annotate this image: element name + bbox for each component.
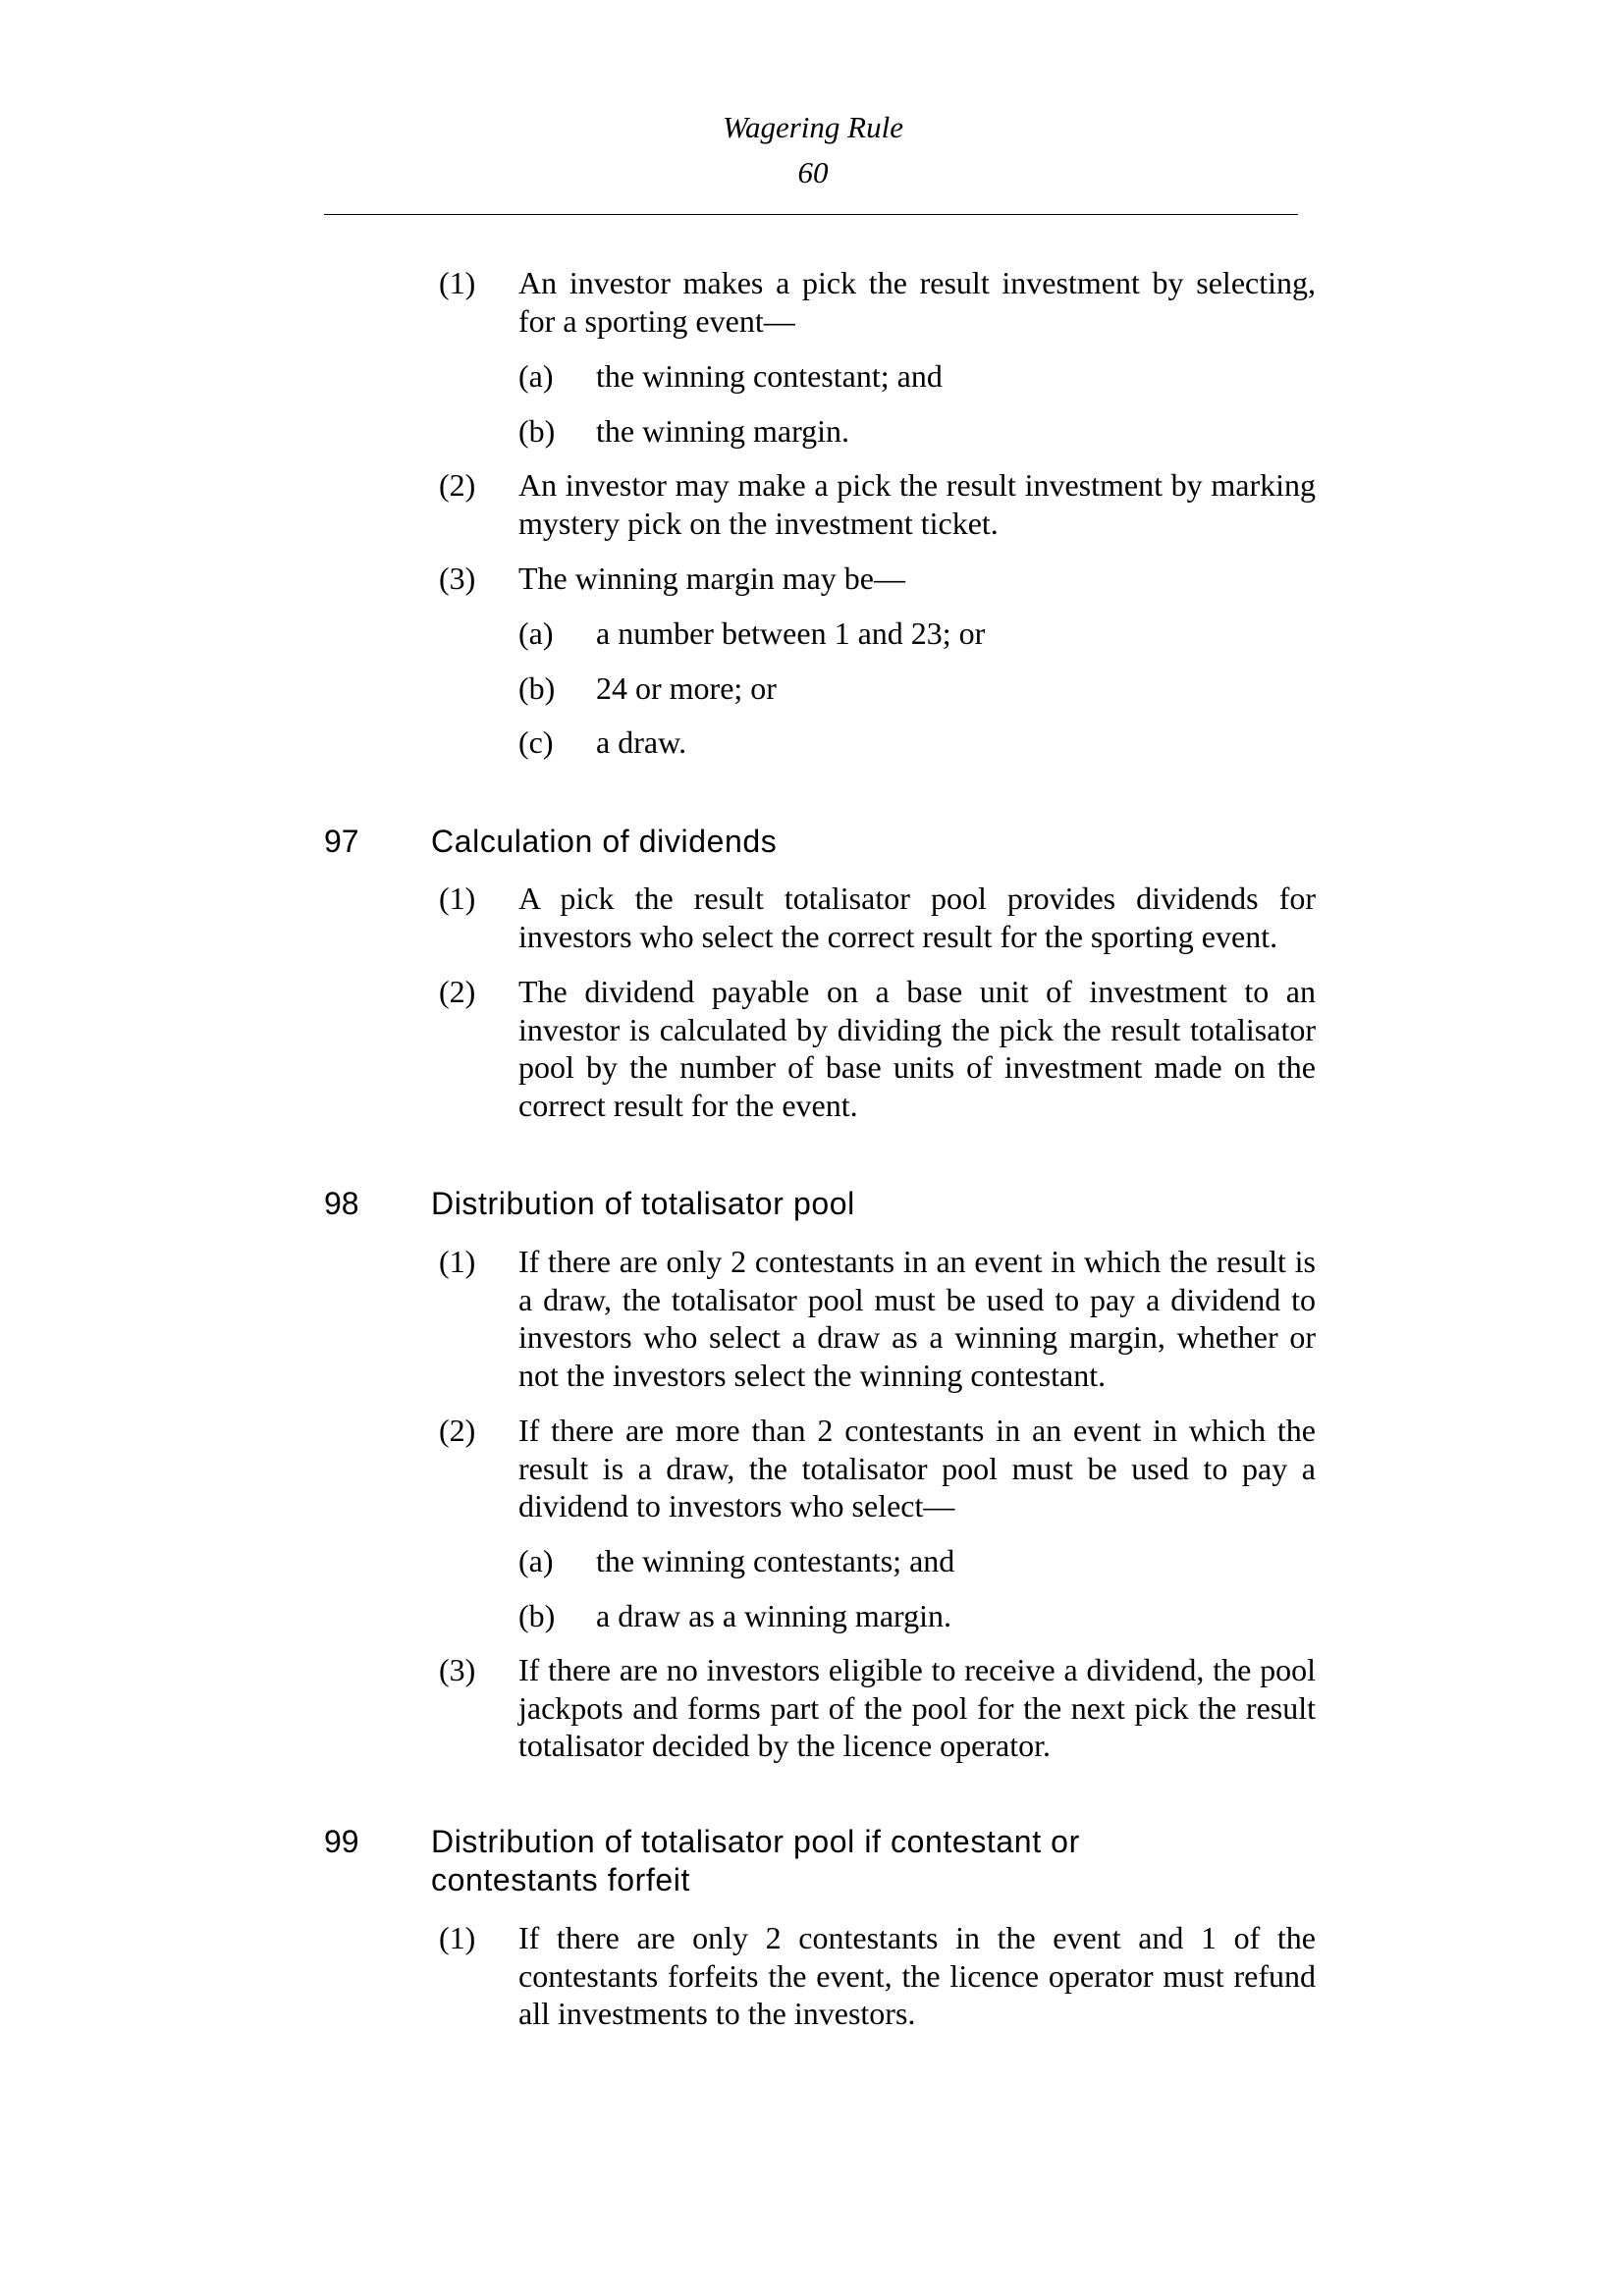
subsection-number: (1) xyxy=(439,1244,476,1279)
paragraph-text: 24 or more; or xyxy=(596,670,777,706)
subsection-number: (3) xyxy=(439,1652,476,1687)
section-heading-line-2: contestants forfeit xyxy=(431,1862,690,1897)
section-heading: Distribution of totalisator pool xyxy=(431,1186,855,1221)
paragraph-number: (b) xyxy=(518,670,556,706)
paragraph-number: (b) xyxy=(518,413,556,449)
paragraph-number: (a) xyxy=(518,615,554,651)
subsection-text: A pick the result totalisator pool provides dividends for investors who select the correct result for the sporting event. xyxy=(518,881,1316,954)
paragraph-text: the winning margin. xyxy=(596,413,850,449)
subsection-number: (2) xyxy=(439,467,476,503)
subsection-text: If there are only 2 contestants in an event in which the result is a draw, the totalisator pool must be used to pay a dividend to investors who select a draw as a winning margin, whether or not the investors select the winning contestant. xyxy=(518,1244,1316,1393)
paragraph-number: (a) xyxy=(518,1543,554,1578)
paragraph-number: (b) xyxy=(518,1598,556,1633)
subsection-number: (2) xyxy=(439,1413,476,1448)
subsection-number: (1) xyxy=(439,881,476,916)
subsection-number: (2) xyxy=(439,974,476,1009)
paragraph-number: (a) xyxy=(518,358,554,394)
paragraph-text: a draw as a winning margin. xyxy=(596,1598,951,1633)
subsection-text: If there are no investors eligible to receive a dividend, the pool jackpots and forms part of the pool for the next pick the result totalisator decided by the licence operator. xyxy=(518,1652,1316,1763)
subsection-text: An investor may make a pick the result investment by marking mystery pick on the investment ticket. xyxy=(518,467,1316,541)
section-heading-line-1: Distribution of totalisator pool if contestant or xyxy=(431,1824,1080,1859)
section-heading: Calculation of dividends xyxy=(431,824,778,859)
paragraph-number: (c) xyxy=(518,724,554,760)
subsection-text: If there are more than 2 contestants in an event in which the result is a draw, the totalisator pool must be used to pay a dividend to investors who select— xyxy=(518,1413,1316,1523)
subsection-number: (3) xyxy=(439,561,476,596)
paragraph-text: a number between 1 and 23; or xyxy=(596,615,986,651)
paragraph-text: the winning contestant; and xyxy=(596,358,943,394)
section-number: 99 xyxy=(324,1824,359,1859)
subsection-text: The dividend payable on a base unit of investment to an investor is calculated by dividing the pick the result totalisator pool by the number of base units of investment made on the correct result for the event. xyxy=(518,974,1316,1123)
subsection-number: (1) xyxy=(439,265,476,300)
header-rule xyxy=(324,214,1298,215)
paragraph-text: the winning contestants; and xyxy=(596,1543,955,1578)
subsection-number: (1) xyxy=(439,1920,476,1955)
subsection-text: An investor makes a pick the result investment by selecting, for a sporting event— xyxy=(518,265,1316,339)
paragraph-text: a draw. xyxy=(596,724,687,760)
subsection-text: The winning margin may be— xyxy=(518,561,905,596)
page-number: 60 xyxy=(797,155,829,189)
section-number: 98 xyxy=(324,1186,359,1221)
running-header-title: Wagering Rule xyxy=(723,110,903,144)
section-number: 97 xyxy=(324,824,359,859)
subsection-text: If there are only 2 contestants in the event and 1 of the contestants forfeits the event, the licence operator must refund all investments to the investors. xyxy=(518,1920,1316,2031)
